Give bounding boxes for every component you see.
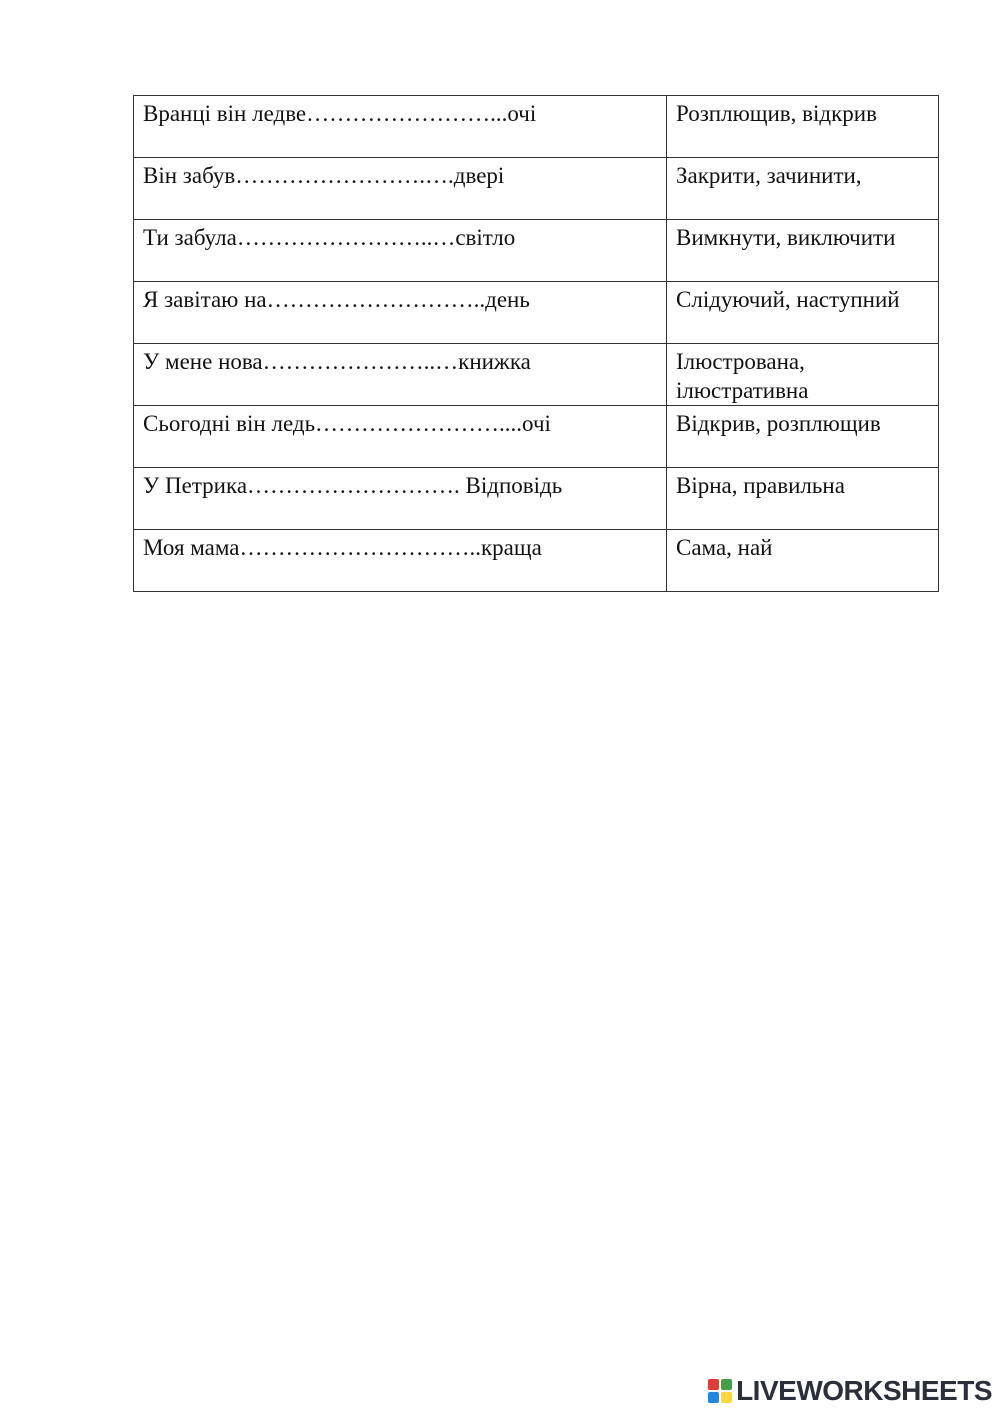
options-cell: Слідуючий, наступний [667,282,939,344]
logo-square-yellow [721,1392,732,1403]
options-cell: Сама, най [667,530,939,592]
logo-text: LIVEWORKSHEETS [736,1375,992,1406]
options-cell: Ілюстрована, ілюстративна [667,344,939,406]
sentence-cell: Вранці він ледве……………………...очі [134,96,667,158]
logo-square-green [721,1379,732,1390]
sentence-cell: Я завітаю на………………………..день [134,282,667,344]
table-row [134,530,939,592]
sentence-cell: У мене нова…………………..…книжка [134,344,667,406]
sentence-cell: У Петрика………………………. Відповідь [134,468,667,530]
options-cell: Відкрив, розплющив [667,406,939,468]
sentence-cell: Сьогодні він ледь……………………....очі [134,406,667,468]
options-cell: Вірна, правильна [667,468,939,530]
logo-square-blue [708,1392,719,1403]
exercise-table [133,95,939,592]
table-row [134,220,939,282]
options-cell: Закрити, зачинити, [667,158,939,220]
table-row [134,282,939,344]
sentence-cell: Моя мама…………………………..краща [134,530,667,592]
liveworksheets-logo-icon [708,1379,732,1403]
options-cell: Розплющив, відкрив [667,96,939,158]
logo-square-red [708,1379,719,1390]
sentence-cell: Ти забула……………………..…світло [134,220,667,282]
options-cell: Вимкнути, виключити [667,220,939,282]
table-row [134,468,939,530]
sentence-cell: Він забув…………………….….двері [134,158,667,220]
table-row [134,96,939,158]
table-row [134,344,939,406]
table-row [134,406,939,468]
table-row [134,158,939,220]
liveworksheets-logo[interactable] [708,1376,992,1406]
